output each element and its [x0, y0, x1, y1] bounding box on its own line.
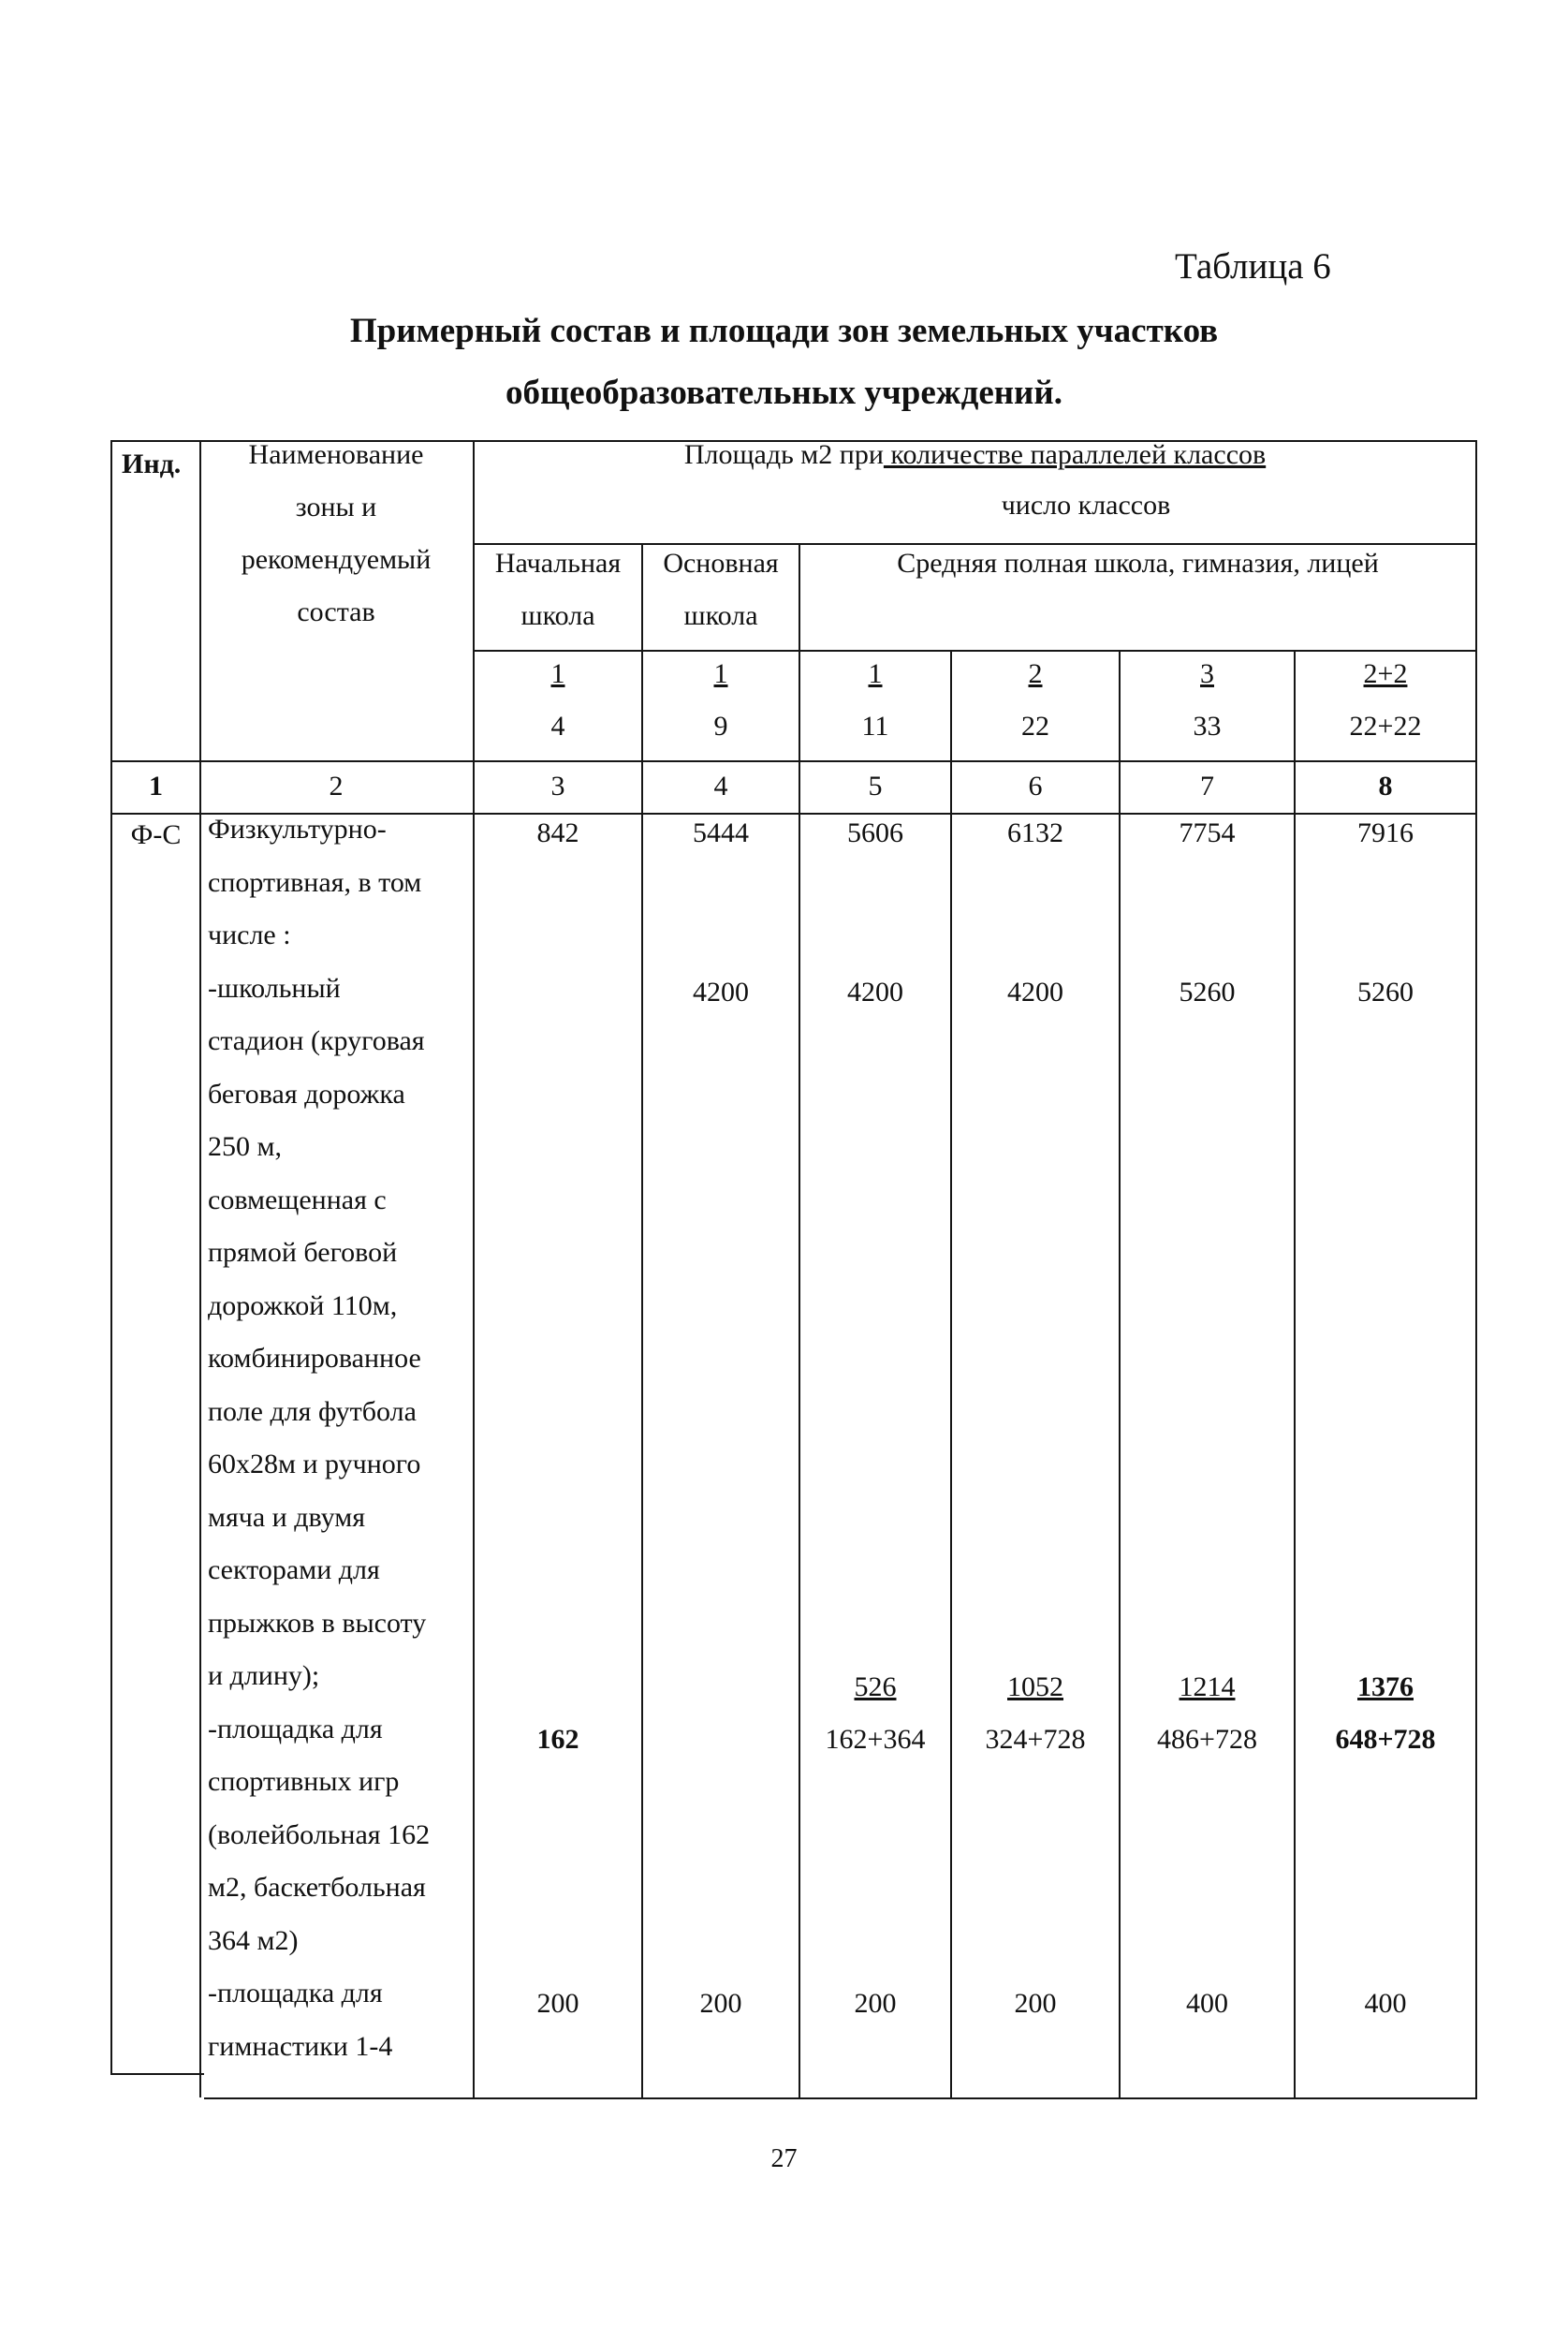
- games-value: $\frac{526}{162+364}$: [825, 1671, 926, 1755]
- zone-description: Физкультурно- спортивная, в том числе : -школьный стадион (круговая беговая дорожка 250 м, совмещенная с прямой беговой дорожкой 110м, комбинированное поле для футбола 60х28м и ручного мяча и двумя секторами для прыжков в высоту и длину); -площадка для спортивных игр (волейбольная 162 м2, баскетбольная 364 м2) -площадка для гимнастики 1-4: [208, 814, 431, 2062]
- header-secondary-school: Средняя полная школа, гимназия, лицей: [897, 548, 1379, 579]
- games-value: $\frac{1376}{648+728}$: [1335, 1671, 1436, 1755]
- header-area: Площадь м2 при количестве параллелей классов: [683, 439, 1267, 470]
- row-index: Ф-С: [130, 819, 182, 850]
- column-number: 3: [550, 771, 565, 802]
- header-zone-name: Наименование зоны и рекомендуемый состав: [241, 439, 432, 627]
- column-number: 1: [149, 771, 163, 802]
- page-number: 27: [770, 2144, 798, 2173]
- table-title-line2: общеобразовательных учреждений.: [506, 374, 1062, 412]
- parallel-col-3: $\frac{1}{4}$: [550, 658, 565, 742]
- total-value: 7754: [1179, 817, 1236, 848]
- gymnastics-value: 200: [854, 1988, 897, 2019]
- gymnastics-value: 200: [699, 1988, 742, 2019]
- header-ind: Инд.: [122, 449, 182, 479]
- stadium-value: 4200: [1007, 977, 1063, 1008]
- parallel-col-8: $\frac{2+2}{22+22}$: [1349, 658, 1422, 742]
- column-number: 7: [1200, 771, 1214, 802]
- header-class-count: число классов: [1001, 490, 1171, 521]
- table-title-line1: Примерный состав и площади зон земельных участков: [349, 312, 1219, 350]
- header-primary-school: Начальная школа: [494, 548, 622, 631]
- parallel-col-7: $\frac{3}{33}$: [1193, 658, 1222, 742]
- parallel-col-4: $\frac{1}{9}$: [713, 658, 728, 742]
- total-value: 6132: [1007, 817, 1063, 848]
- parallel-col-6: $\frac{2}{22}$: [1021, 658, 1049, 742]
- total-value: 842: [536, 817, 579, 848]
- gymnastics-value: 200: [536, 1988, 579, 2019]
- total-value: 5444: [693, 817, 749, 848]
- gymnastics-value: 400: [1186, 1988, 1228, 2019]
- games-value: $\frac{1052}{324+728}$: [985, 1671, 1086, 1755]
- stadium-value: 5260: [1179, 977, 1236, 1008]
- stadium-value: 4200: [847, 977, 903, 1008]
- gymnastics-value: 400: [1364, 1988, 1407, 2019]
- header-basic-school: Основная школа: [663, 548, 779, 631]
- column-number: 2: [329, 771, 344, 802]
- parallel-col-5: $\frac{1}{11}$: [861, 658, 889, 742]
- gymnastics-value: 200: [1014, 1988, 1057, 2019]
- games-value: $\frac{1214}{486+728}$: [1157, 1671, 1257, 1755]
- games-value: 162: [536, 1724, 579, 1755]
- total-value: 5606: [847, 817, 903, 848]
- column-number: 6: [1028, 771, 1043, 802]
- column-number: 8: [1378, 771, 1393, 802]
- column-number: 4: [713, 771, 728, 802]
- column-number: 5: [868, 771, 883, 802]
- total-value: 7916: [1357, 817, 1414, 848]
- table-label: Таблица 6: [1175, 246, 1331, 287]
- stadium-value: 4200: [693, 977, 749, 1008]
- stadium-value: 5260: [1357, 977, 1414, 1008]
